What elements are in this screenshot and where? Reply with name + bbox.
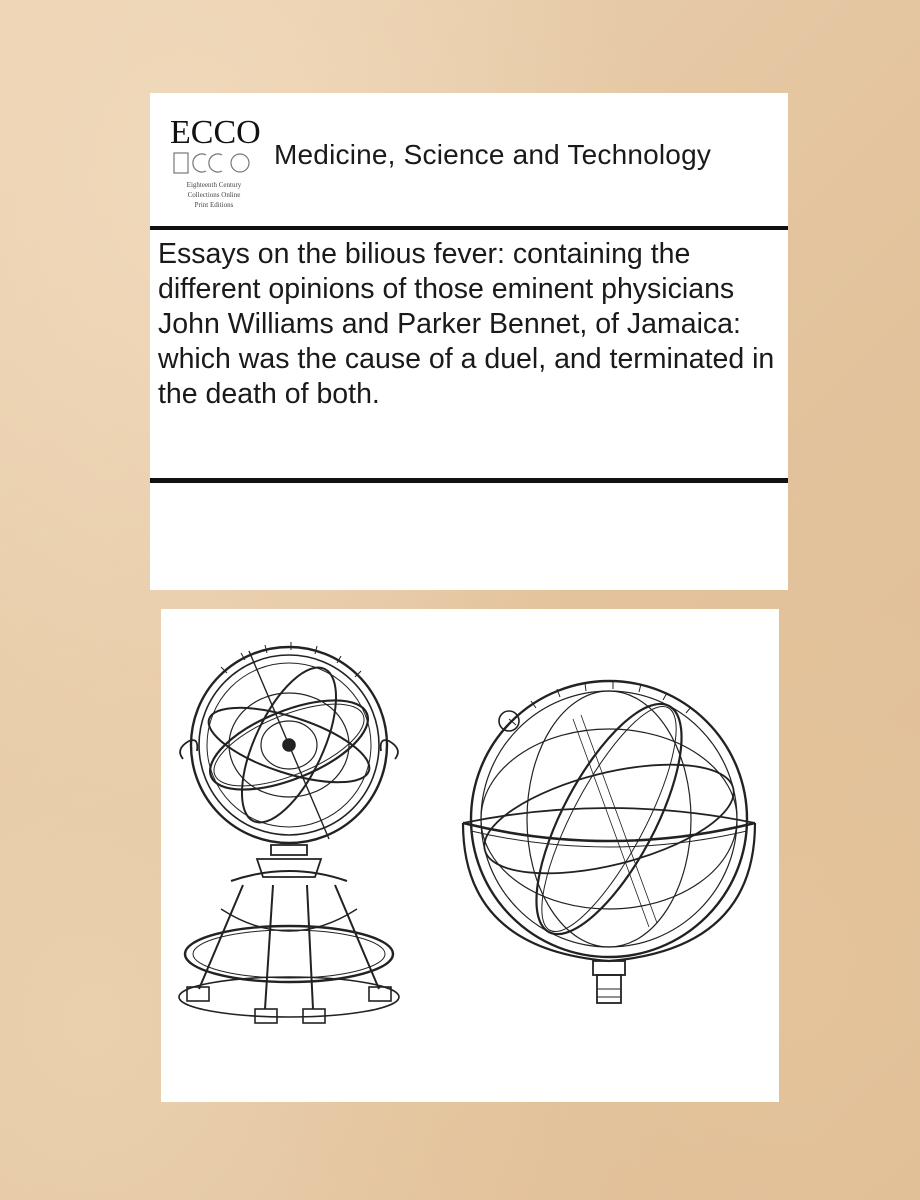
ecco-logo: [164, 107, 264, 215]
book-title: Essays on the bilious fever: containing the different opinions of those eminent physicians John Williams and Parker Bennet, of Jamaica: which was the cause of a duel, and terminated in the death of both.: [158, 238, 775, 410]
ecco-logo-mirror-icon: [174, 153, 249, 173]
title-top-rule: [150, 226, 788, 230]
armillary-sphere-on-stand-icon: [179, 642, 399, 1023]
title-bottom-rule: [150, 478, 788, 483]
illustration-panel: [161, 609, 779, 1102]
ecco-logo-text: ECCO: [170, 114, 261, 151]
ecco-caption-line-3: Print Editions: [194, 201, 234, 209]
series-title: Medicine, Science and Technology: [274, 139, 712, 170]
ecco-caption-line-1: Eighteenth Century: [186, 181, 242, 189]
armillary-sphere-in-hemisphere-icon: [463, 681, 755, 1003]
armillary-illustration: [161, 609, 779, 1102]
cover-panel: [150, 93, 788, 590]
series-header: [150, 93, 788, 226]
ecco-caption-line-2: Collections Online: [187, 191, 241, 199]
